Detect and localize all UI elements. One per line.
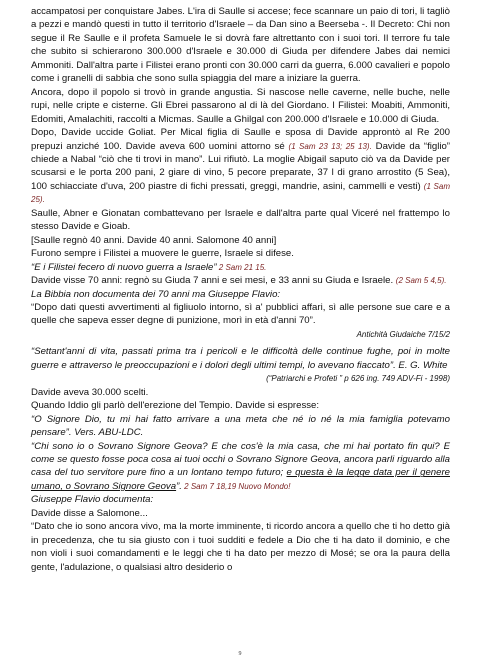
text-goliat: Dopo, Davide uccide Goliat. Per Mical figlia di Saulle e sposa di Davide approntò al Re 200 prepuzi anziché 100. Davide aveva 600 uomini attorno sé <box>31 127 450 152</box>
paragraph-bibbia: La Bibbia non documenta dei 70 anni ma Giuseppe Flavio: <box>31 288 281 300</box>
text-abigail: Davide da “figlio” chiede a Nabal “ciò che ti trovi in mano”. Lui rifiutò. La moglie Abigail saputo ciò va da Davide per scusarsi e le porta 200 pani, 2 giare di vino, 5 pecore preparate, 37 l di grano arrostito (5 Sea), 100 schiacciate d'uva, 200 piastre di fichi pressati, greggi, mandrie, asini, cammelli e vesti) <box>31 140 450 192</box>
bible-reference: (1 Sam 25). <box>31 181 450 205</box>
bible-reference: (2 Sam 5 4,5). <box>395 276 447 286</box>
paragraph-goliat <box>31 126 450 207</box>
paragraph-regni: [Saulle regnò 40 anni. Davide 40 anni. Salomone 40 anni] <box>31 234 277 246</box>
quote-text: “E i Filistei fecero di nuovo guerra a Israele” <box>31 261 217 273</box>
paragraph-saulle-abner: Saulle, Abner e Gionatan combattevano per Israele e dall'altra parte qual Viceré nel frattempo lo stesso Davide e Gioab. <box>31 207 450 233</box>
paragraph-flavio-quote: “Dopo dati questi avvertimenti al figliuolo intorno, sì a' pubblici affari, sì alle persone sue care e a quelle che sapeva esser degne di punizione, morì in età d'anni 70”. <box>31 301 450 327</box>
bible-reference: (1 Sam 23 13; 25 13). <box>288 141 372 151</box>
text-davide-70: Davide visse 70 anni: regnò su Giuda 7 anni e sei mesi, e 33 anni su Giuda e Israele. <box>31 275 396 287</box>
paragraph-abu-quote: “O Signore Dio, tu mi hai fatto arrivare a una meta che né io né la mia famiglia potevamo pensare”. Vers. ABU-LDC. <box>31 413 450 439</box>
paragraph-flavio-doc: Giuseppe Flavio documenta: <box>31 494 154 506</box>
bible-reference: 2 Sam 7 18,19 Nuovo Mondo! <box>181 481 291 491</box>
source-white: (“Patriarchi e Profeti ” p 626 ing. 749 ADV-Fi - 1998) <box>266 374 450 384</box>
paragraph-scelti: Davide aveva 30.000 scelti. <box>31 386 149 398</box>
paragraph-white-quote: “Settant'anni di vita, passati prima tra i pericoli e le difficoltà delle continue fughe, poi in molte guerre e attraverso le preoccupazioni e i dolori degli ultimi tempi, lo avevano fiaccato”. E. G. White <box>31 346 450 371</box>
paragraph-davide-70 <box>31 274 450 287</box>
paragraph-jabes: accampatosi per conquistare Jabes. L'ira di Saulle si accese; fece scannare un paio di tori, li tagliò a pezzi e mandò questi in tutto il territorio d'Israele – da Dan sino a Beerseba -. Il Decreto: Chi non segue il Re Saulle e il profeta Samuele le si dovrà fare altrettanto con i suoi tori. Il terrore fu tale che subito si schierarono 300.000 d'Israele e 30.000 di Giuda per difendere Jabes dai nemici Ammoniti. Dall'altra parte i Filistei erano pronti con 30.000 carri da guerra, 6.000 cavalieri e popolo come i granelli di sabbia che sono sulla spiaggia del mare a iniziare la guerra. <box>31 6 450 85</box>
paragraph-quote-filistei <box>31 261 450 274</box>
paragraph-salomone: Davide disse a Salomone... <box>31 507 148 519</box>
page-number: 9 <box>238 651 242 657</box>
paragraph-angustia: Ancora, dopo il popolo si trovò in grande angustia. Si nascose nelle caverne, nelle buche, nelle rupi, nelle cripte e cisterne. Gli Ebrei passarono al di là del Giordano. I Filistei: Moabiti, Ammoniti, Edomiti, Amalachiti, raccolti a Micmas. Saulle a Ghilgal con 200.000 d'Israele e 10.000 di Giuda. <box>31 86 450 125</box>
paragraph-tempio: Quando Iddio gli parlò dell'erezione del Tempio. Davide si espresse: <box>31 400 320 412</box>
paragraph-dato-che: “Dato che io sono ancora vivo, ma la morte imminente, ti ricordo ancora a quello che ti ho detto già in precedenza, che tu sia giusto con i tuoi sudditi e fedele a Dio che ti ha dato il dominio, e che non violi i suoi comandamenti e le leggi che ti ha dato per mezzo di Mosé; se ora la paura della gente, l'adulazione, o qualsiasi altro desiderio o <box>31 521 450 573</box>
paragraph-geova-quote <box>31 440 450 494</box>
paragraph-filistei: Furono sempre i Filistei a muovere le guerre, Israele si difese. <box>31 248 294 260</box>
bible-reference: 2 Sam 21 15. <box>216 262 267 272</box>
source-antichita: Antichità Giudaiche 7/15/2 <box>356 329 450 339</box>
quote-geova: “Chi sono io o Sovrano Signore Geova? E che cos'è la mia casa, che mi hai portato fin qui? E come se questo fosse poca cosa ai tuoi occhi o Sovrano Signore Geova, ancora parli riguardo alla casa del tuo servitore pure fino a un lontano tempo futuro; <box>31 440 450 479</box>
quote-underlined: e questa è la legge data per il genere umano, o Sovrano Signore Geova <box>31 467 450 492</box>
quote-close: ”. <box>176 480 182 492</box>
